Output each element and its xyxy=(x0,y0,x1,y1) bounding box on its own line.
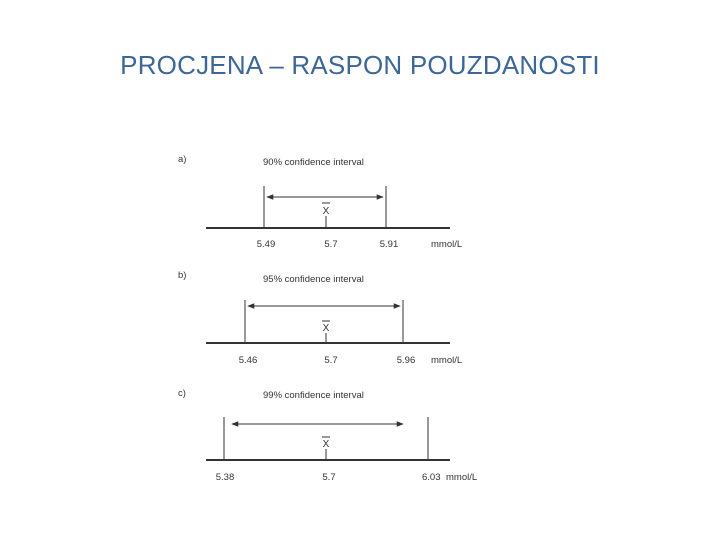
panel-b-mean-value: 5.7 xyxy=(324,355,338,366)
panel-c-letter: c) xyxy=(178,388,186,399)
panel-b-unit: mmol/L xyxy=(431,355,463,366)
panel-b-letter: b) xyxy=(178,270,187,281)
panel-b xyxy=(178,270,462,366)
panel-a-unit: mmol/L xyxy=(431,239,463,250)
panel-a-letter: a) xyxy=(178,154,187,165)
panel-a-mean-symbol: X xyxy=(322,206,330,217)
panel-b-interval-label: 95% confidence interval xyxy=(263,274,364,285)
panel-c-unit: mmol/L xyxy=(446,472,478,483)
panel-b-mean-symbol: X xyxy=(322,323,330,334)
panel-b-upper-value: 5.96 xyxy=(396,355,416,366)
panel-c-mean-value: 5.7 xyxy=(322,472,336,483)
panel-b-lower-value: 5.46 xyxy=(238,355,258,366)
slide-title: PROCJENA – RASPON POUZDANOSTI xyxy=(120,50,600,80)
panel-a xyxy=(178,154,462,250)
panel-c-upper-value: 6.03 xyxy=(422,472,441,483)
panel-a-lower-value: 5.49 xyxy=(256,239,276,250)
panel-c-mean-symbol: X xyxy=(322,439,330,450)
panel-c xyxy=(178,388,477,483)
panel-c-lower-value: 5.38 xyxy=(215,472,235,483)
panel-a-interval-label: 90% confidence interval xyxy=(263,157,364,168)
panel-a-mean-value: 5.7 xyxy=(324,239,338,250)
panel-a-upper-value: 5.91 xyxy=(379,239,399,250)
panel-c-interval-label: 99% confidence interval xyxy=(263,390,364,401)
